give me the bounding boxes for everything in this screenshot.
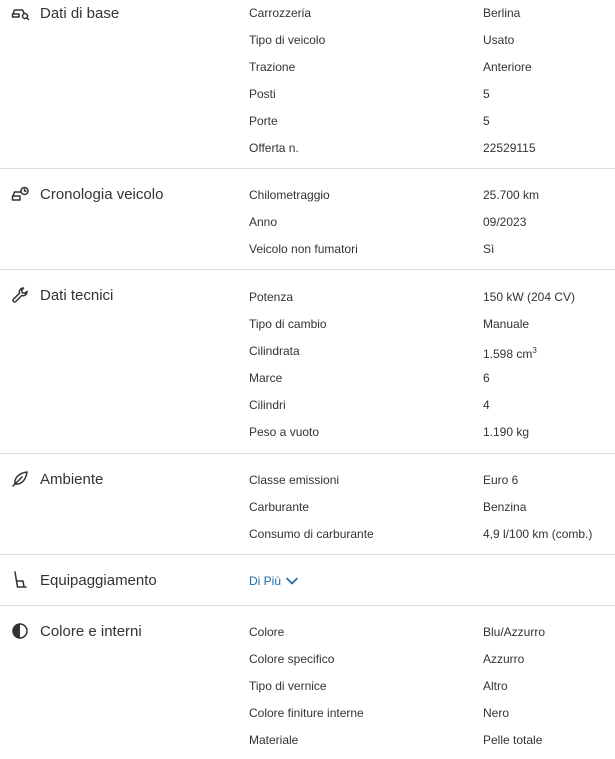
spec-row	[0, 316, 615, 343]
spec-row	[0, 187, 615, 214]
spec-value: Azzurro	[483, 652, 525, 666]
spec-row	[0, 59, 615, 86]
spec-value: 6	[483, 371, 490, 385]
spec-label: Offerta n.	[249, 141, 299, 155]
spec-label: Marce	[249, 371, 283, 385]
spec-label: Trazione	[249, 60, 296, 74]
spec-row	[0, 214, 615, 241]
spec-row	[0, 624, 615, 651]
show-more-label: Di Più	[249, 574, 282, 588]
spec-row	[0, 5, 615, 32]
spec-row	[0, 472, 615, 499]
spec-value	[483, 343, 537, 362]
section-title: Equipaggiamento	[40, 571, 157, 589]
spec-row	[0, 499, 615, 526]
spec-row	[0, 32, 615, 59]
spec-value: Usato	[483, 33, 515, 47]
spec-label: Tipo di vernice	[249, 679, 327, 693]
spec-row	[0, 86, 615, 113]
spec-value: Euro 6	[483, 473, 519, 487]
spec-label: Posti	[249, 87, 276, 101]
spec-label: Potenza	[249, 290, 294, 304]
spec-row	[0, 370, 615, 397]
section-divider	[0, 269, 615, 270]
spec-label: Colore	[249, 625, 285, 639]
spec-label: Classe emissioni	[249, 473, 340, 487]
spec-value: Berlina	[483, 6, 521, 20]
spec-value: Blu/Azzurro	[483, 625, 546, 639]
spec-value: 25.700 km	[483, 188, 540, 202]
spec-label: Veicolo non fumatori	[249, 242, 358, 256]
spec-label: Consumo di carburante	[249, 527, 374, 541]
spec-value-sup: 3	[532, 346, 537, 355]
section-title: Ambiente	[40, 470, 104, 488]
spec-value: Manuale	[483, 317, 530, 331]
section-header	[10, 570, 157, 590]
spec-label: Chilometraggio	[249, 188, 330, 202]
spec-value: Pelle totale	[483, 733, 543, 747]
spec-value: Anteriore	[483, 60, 532, 74]
spec-row	[0, 526, 615, 553]
spec-label: Colore specifico	[249, 652, 335, 666]
section-title: Dati di base	[40, 4, 120, 22]
spec-value-text: 1.598 cm	[483, 347, 533, 361]
spec-label: Tipo di cambio	[249, 317, 327, 331]
spec-row	[0, 397, 615, 424]
spec-label: Carrozzeria	[249, 6, 312, 20]
spec-value: Benzina	[483, 500, 527, 514]
chevron-down-icon	[285, 574, 299, 588]
spec-label: Porte	[249, 114, 278, 128]
spec-row	[0, 651, 615, 678]
show-more-link[interactable]	[249, 574, 299, 588]
spec-row	[0, 732, 615, 759]
spec-row	[0, 678, 615, 705]
section-title: Dati tecnici	[40, 286, 114, 304]
spec-value: 4,9 l/100 km (comb.)	[483, 527, 593, 541]
spec-row	[0, 705, 615, 732]
spec-value: 09/2023	[483, 215, 527, 229]
section-divider	[0, 453, 615, 454]
spec-label: Peso a vuoto	[249, 425, 320, 439]
section-divider	[0, 605, 615, 606]
spec-label: Anno	[249, 215, 278, 229]
seat-icon	[10, 570, 30, 590]
spec-value: 22529115	[483, 141, 536, 155]
spec-row	[0, 140, 615, 167]
spec-row	[0, 343, 615, 370]
spec-label: Tipo di veicolo	[249, 33, 326, 47]
section-divider	[0, 554, 615, 555]
spec-value: 5	[483, 114, 490, 128]
spec-row	[0, 286, 615, 316]
spec-label: Materiale	[249, 733, 299, 747]
spec-row	[0, 241, 615, 268]
spec-value: 4	[483, 398, 490, 412]
spec-label: Colore finiture interne	[249, 706, 364, 720]
spec-value: Altro	[483, 679, 508, 693]
spec-value: 1.190 kg	[483, 425, 530, 439]
spec-label: Cilindrata	[249, 344, 300, 358]
section-divider	[0, 168, 615, 169]
spec-value: 150 kW (204 CV)	[483, 290, 576, 304]
spec-label: Cilindri	[249, 398, 286, 412]
spec-row	[0, 424, 615, 451]
spec-value: 5	[483, 87, 490, 101]
spec-value: Sì	[483, 242, 495, 256]
spec-label: Carburante	[249, 500, 310, 514]
spec-value: Nero	[483, 706, 510, 720]
section-title: Cronologia veicolo	[40, 185, 164, 203]
section-title: Colore e interni	[40, 622, 142, 640]
spec-row	[0, 113, 615, 140]
